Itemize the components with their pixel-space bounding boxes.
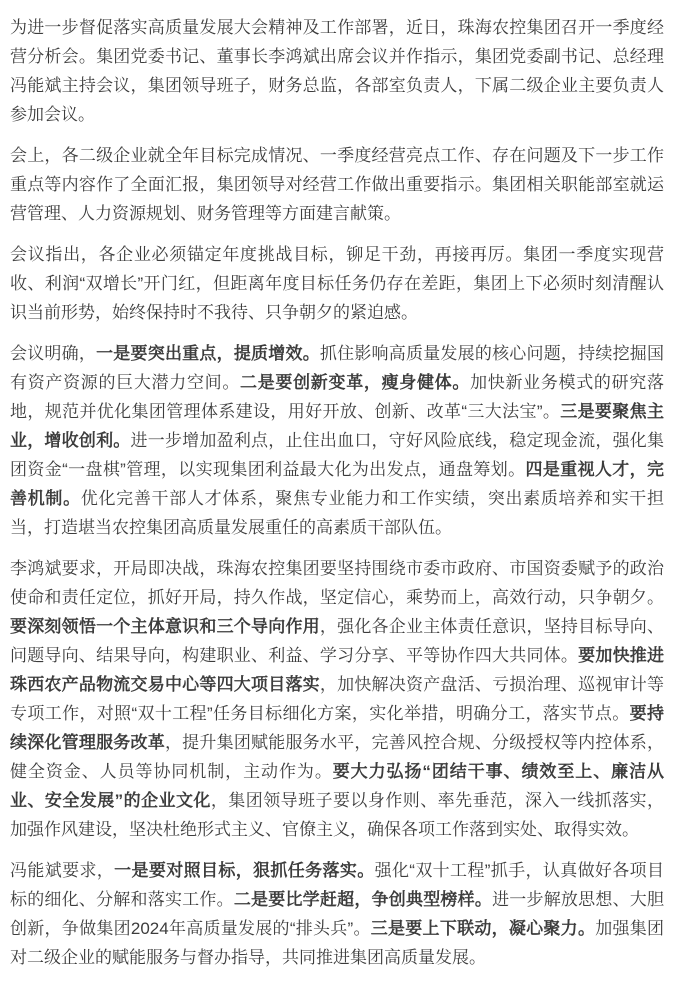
text-run: ，集团领导班子要以身作则、率先垂范，深入一线抓落实，加强作风建设，坚决杜绝形式主义、官僚主义，确保各项工作落到实处、取得实效。 bbox=[10, 791, 665, 839]
emphasis-text-run: 要大力弘扬“团结干事、绩效至上、廉洁从业、安全发展”的企业文化 bbox=[10, 762, 664, 810]
emphasis-text-run: 要深刻领悟一个主体意识和三个导向作用 bbox=[10, 617, 320, 636]
text-run: 会议明确， bbox=[10, 344, 97, 363]
text-run: 加快新业务模式的研究落地，规范并优化集团管理体系建设，用好开放、创新、改革“三大法宝”。 bbox=[10, 373, 665, 421]
emphasis-text-run: 三是要聚焦主业，增收创利。 bbox=[10, 402, 665, 450]
text-run: 抓住影响高质量发展的核心问题，持续挖掘国有资产资源的巨大潜力空间。 bbox=[10, 344, 665, 392]
emphasis-text-run: 一是要突出重点，提质增效。 bbox=[96, 344, 320, 363]
text-run: 会议指出，各企业必须锚定年度挑战目标，铆足干劲，再接再厉。集团一季度实现营收、利润“双增长”开门红，但距离年度目标任务仍存在差距，集团上下必须时刻清醒认识当前形势，始终保持时不我待、只争朝夕的紧迫感。 bbox=[10, 245, 664, 322]
paragraph bbox=[10, 141, 664, 228]
text-run: ，加快解决资产盘活、亏损治理、巡视审计等专项工作，对照“双十工程”任务目标细化方案，实化举措，明确分工，落实节点。 bbox=[10, 675, 665, 723]
text-run: 进一步增加盈利点，止住出血口，守好风险底线，稳定现金流，强化集团资金“一盘棋”管理，以实现集团利益最大化为出发点，通盘筹划。 bbox=[10, 431, 665, 479]
text-run: 会上，各二级企业就全年目标完成情况、一季度经营亮点工作、存在问题及下一步工作重点等内容作了全面汇报，集团领导对经营工作做出重要指示。集团相关职能部室就运营管理、人力资源规划、财务管理等方面建言献策。 bbox=[10, 146, 664, 223]
text-run: 加强集团对二级企业的赋能服务与督办指导，共同推进集团高质量发展。 bbox=[10, 919, 665, 967]
paragraph bbox=[10, 240, 664, 327]
emphasis-text-run: 四是重视人才，完善机制。 bbox=[10, 460, 665, 508]
emphasis-text-run: 二是要创新变革，瘦身健体。 bbox=[240, 373, 471, 392]
article-body bbox=[10, 13, 664, 972]
emphasis-text-run: 二是要比学赶超，争创典型榜样。 bbox=[233, 890, 493, 909]
text-run: 优化完善干部人才体系，聚焦专业能力和工作实绩，突出素质培养和实干担当，打造堪当农控集团高质量发展重任的高素质干部队伍。 bbox=[10, 489, 665, 537]
paragraph bbox=[10, 13, 664, 129]
paragraph bbox=[10, 554, 664, 844]
emphasis-text-run: 三是要上下联动，凝心聚力。 bbox=[370, 919, 596, 938]
emphasis-text-run: 要加快推进珠西农产品物流交易中心等四大项目落实 bbox=[10, 646, 665, 694]
paragraph bbox=[10, 856, 664, 972]
text-run: 为进一步督促落实高质量发展大会精神及工作部署，近日，珠海农控集团召开一季度经营分析会。集团党委书记、董事长李鸿斌出席会议并作指示，集团党委副书记、总经理冯能斌主持会议，集团领导班子，财务总监，各部室负责人，下属二级企业主要负责人参加会议。 bbox=[10, 18, 664, 124]
text-run: 冯能斌要求， bbox=[10, 861, 115, 880]
paragraph bbox=[10, 339, 664, 542]
text-run: ，强化各企业主体责任意识，坚持目标导向、问题导向、结果导向，构建职业、利益、学习分享、平等协作四大共同体。 bbox=[10, 617, 665, 665]
text-run: 进一步解放思想、大胆创新，争做集团2024年高质量发展的“排头兵”。 bbox=[10, 890, 665, 938]
emphasis-text-run: 一是要对照目标，狠抓任务落实。 bbox=[114, 861, 375, 880]
text-run: 李鸿斌要求，开局即决战，珠海农控集团要坚持围绕市委市政府、市国资委赋予的政治使命和责任定位，抓好开局，持久作战，坚定信心，乘势而上，高效行动，只争朝夕。 bbox=[10, 559, 664, 607]
text-run: 强化“双十工程”抓手，认真做好各项目标的细化、分解和落实工作。 bbox=[10, 861, 665, 909]
text-run: ，提升集团赋能服务水平，完善风控合规、分级授权等内控体系，健全资金、人员等协同机制，主动作为。 bbox=[10, 733, 665, 781]
emphasis-text-run: 要持续深化管理服务改革 bbox=[10, 704, 665, 752]
